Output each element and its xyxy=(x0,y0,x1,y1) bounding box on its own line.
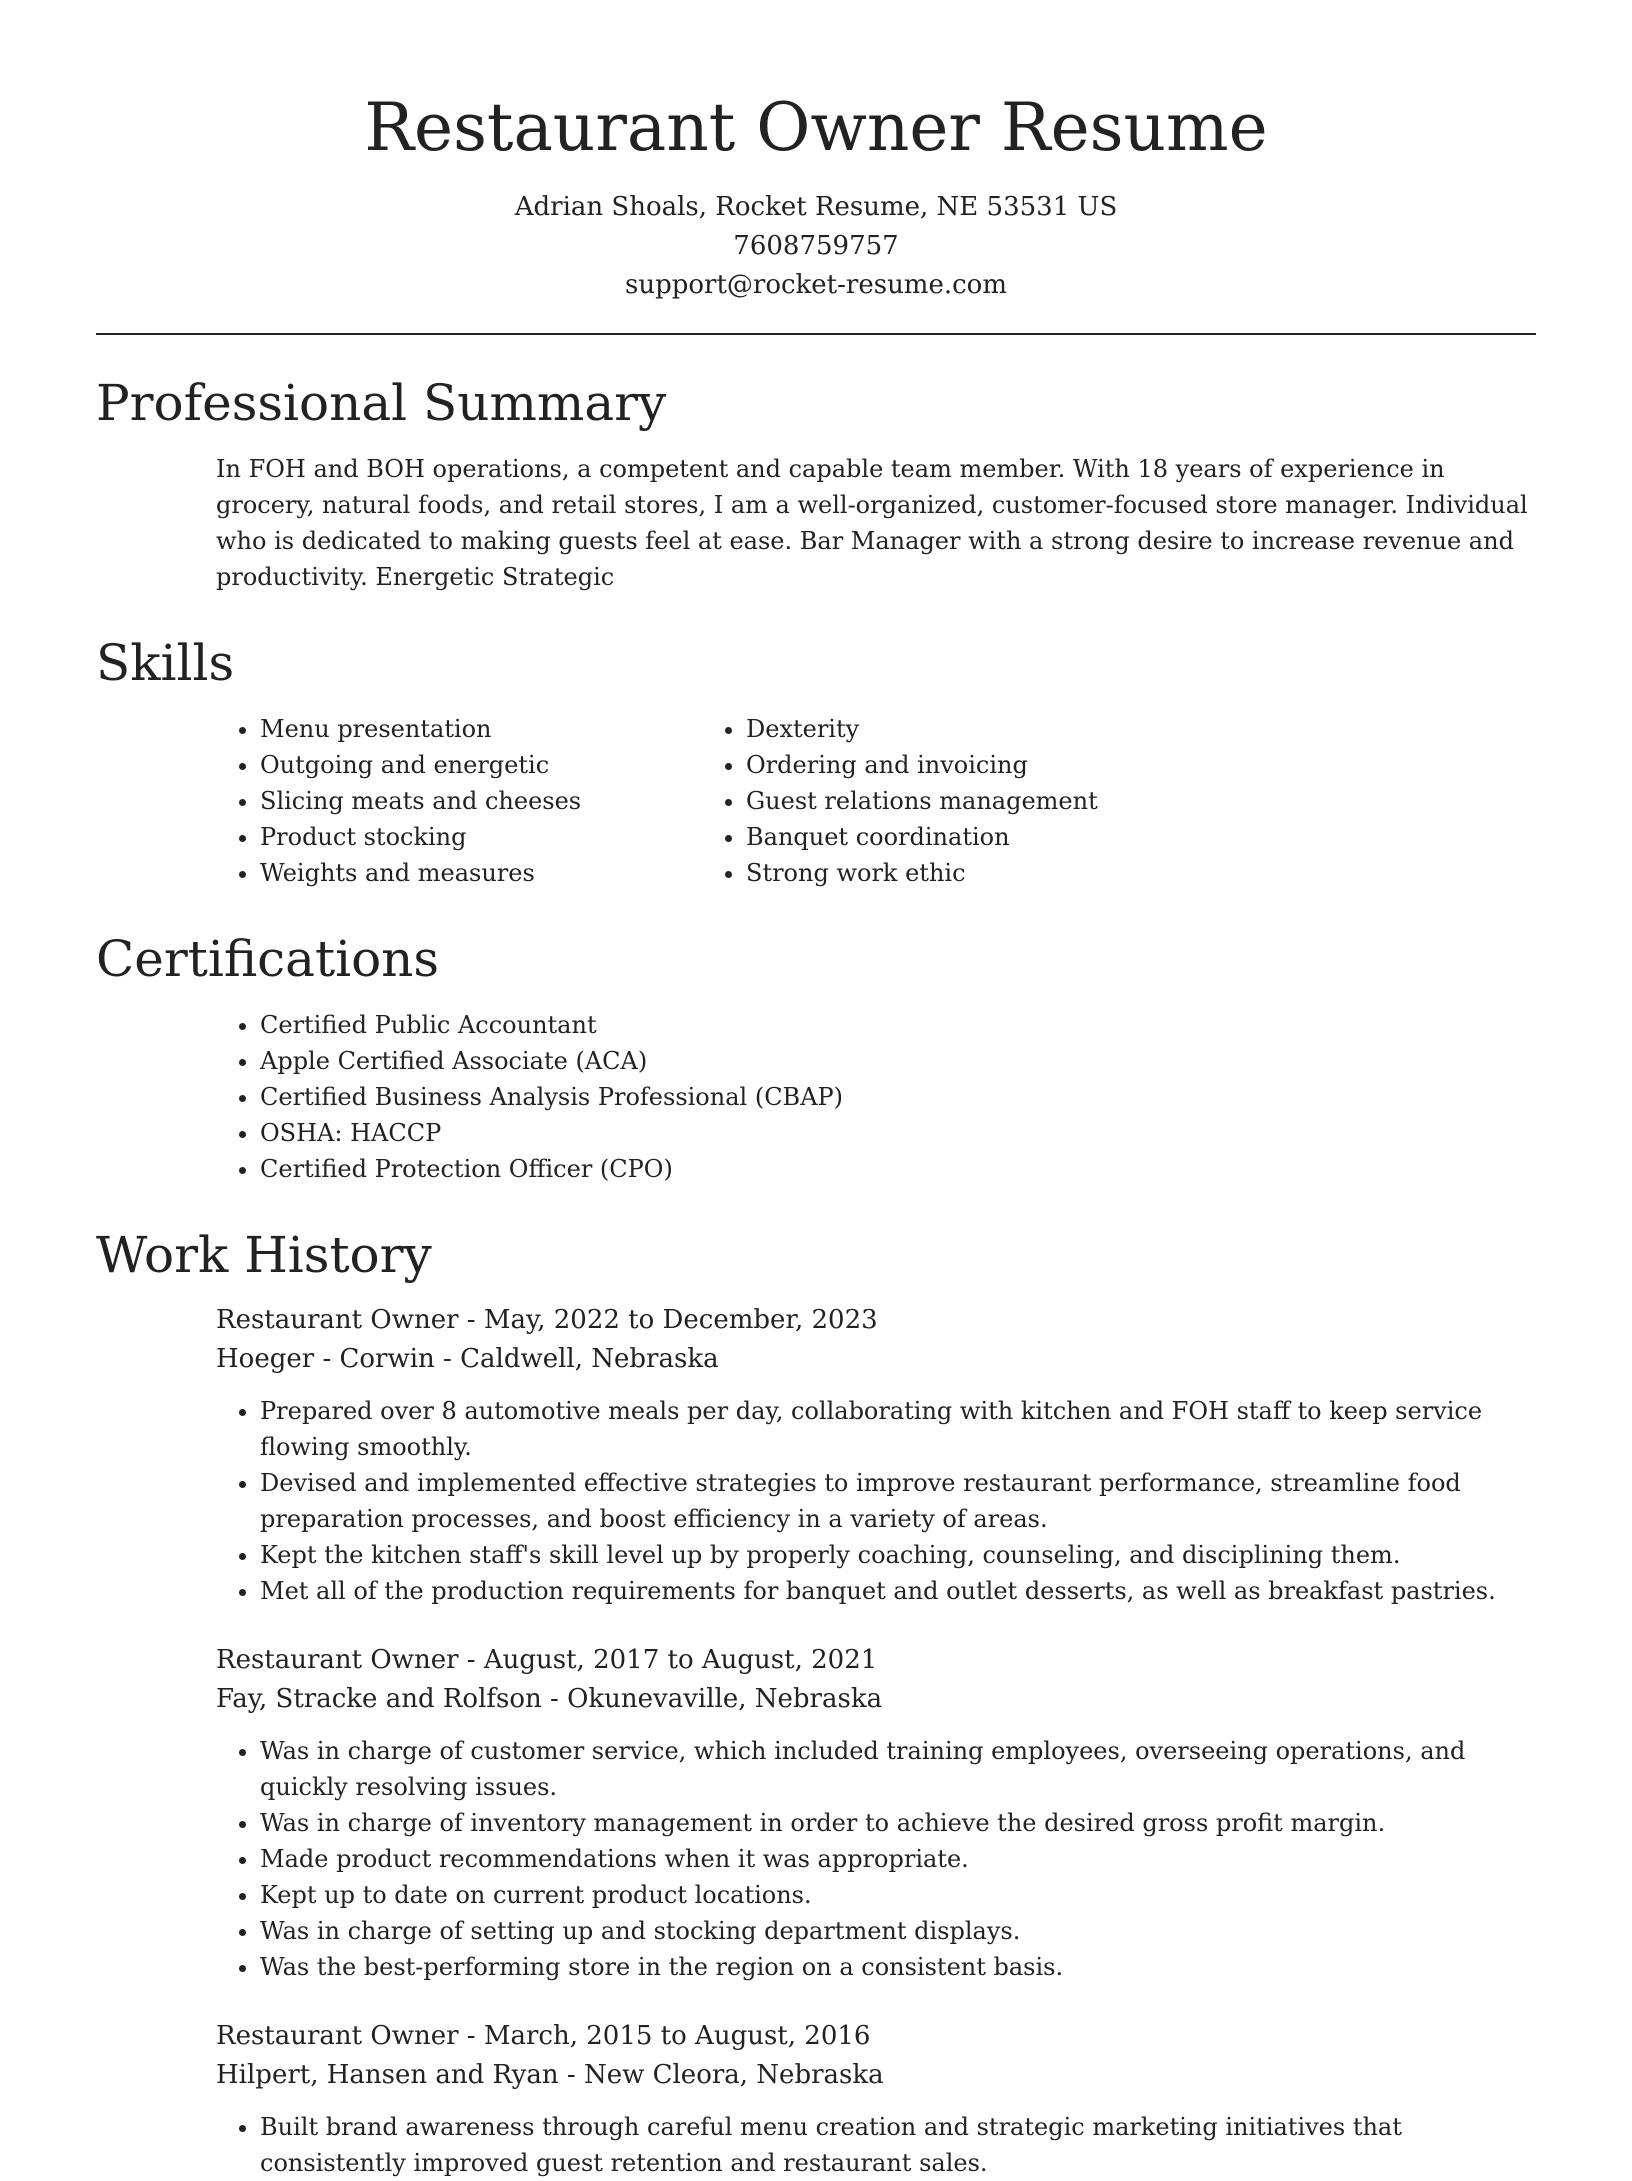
job-title-line: Restaurant Owner - May, 2022 to December, 2023 xyxy=(216,1305,878,1335)
skill-item: • Strong work ethic xyxy=(746,855,1396,891)
job-company: Fay, Stracke and Rolfson xyxy=(216,1684,542,1714)
resume-page xyxy=(96,0,1536,2177)
contact-phone: 7608759757 xyxy=(733,231,899,261)
job-bullet: • Kept the kitchen staff's skill level up by properly coaching, counseling, and disciplining them. xyxy=(260,1537,1536,1573)
job-entry xyxy=(216,1641,1536,1985)
job-bullet: • Was in charge of setting up and stocking department displays. xyxy=(260,1913,1536,1949)
skill-item: • Dexterity xyxy=(746,711,1396,747)
job-bullet: • Prepared over 8 automotive meals per day, collaborating with kitchen and FOH staff to keep service flowing smoothly. xyxy=(260,1393,1536,1465)
skills-column-2 xyxy=(746,711,1396,891)
job-location: Okunevaville, Nebraska xyxy=(567,1684,883,1714)
certification-item: • Certified Business Analysis Professional (CBAP) xyxy=(260,1079,1536,1115)
certification-item: • OSHA: HACCP xyxy=(260,1115,1536,1151)
job-bullets xyxy=(216,1733,1536,1985)
job-title: Restaurant Owner xyxy=(216,2021,459,2051)
skill-item: • Ordering and invoicing xyxy=(746,747,1396,783)
skill-item: • Guest relations management xyxy=(746,783,1396,819)
job-bullet: • Kept up to date on current product locations. xyxy=(260,1877,1536,1913)
work-history-heading: Work History xyxy=(96,1226,432,1284)
summary-heading: Professional Summary xyxy=(96,374,667,432)
job-title-line: Restaurant Owner - March, 2015 to August, 2016 xyxy=(216,2021,871,2051)
job-company: Hilpert, Hansen and Ryan xyxy=(216,2060,559,2090)
skills-heading: Skills xyxy=(96,634,235,692)
skill-item: • Outgoing and energetic xyxy=(260,747,746,783)
job-dates: May, 2022 to December, 2023 xyxy=(483,1305,878,1335)
header-divider xyxy=(96,333,1536,335)
job-company-line: Hilpert, Hansen and Ryan - New Cleora, Nebraska xyxy=(216,2060,884,2090)
summary-text: In FOH and BOH operations, a competent and capable team member. With 18 years of experience in grocery, natural foods, and retail stores, I am a well-organized, customer-focused store manager. Individual who is dedicated to making guests feel at ease. Bar Manager with a strong desire to increase revenue and productivity. Energetic Strategic xyxy=(216,455,1528,591)
contact-email: support@rocket-resume.com xyxy=(624,270,1007,300)
job-bullet: • Was in charge of inventory management in order to achieve the desired gross profit margin. xyxy=(260,1805,1536,1841)
job-location: New Cleora, Nebraska xyxy=(583,2060,884,2090)
job-bullet: • Made product recommendations when it was appropriate. xyxy=(260,1841,1536,1877)
job-title: Restaurant Owner xyxy=(216,1305,459,1335)
job-bullet: • Devised and implemented effective strategies to improve restaurant performance, streamline food preparation processes, and boost efficiency in a variety of areas. xyxy=(260,1465,1536,1537)
job-company-line: Fay, Stracke and Rolfson - Okunevaville, Nebraska xyxy=(216,1684,883,1714)
job-entry xyxy=(216,2017,1536,2181)
job-location: Caldwell, Nebraska xyxy=(460,1344,719,1374)
skill-item: • Product stocking xyxy=(260,819,746,855)
job-company: Hoeger - Corwin xyxy=(216,1344,435,1374)
job-bullet: • Met all of the production requirements for banquet and outlet desserts, as well as breakfast pastries. xyxy=(260,1573,1536,1609)
skill-item: • Banquet coordination xyxy=(746,819,1396,855)
job-bullet: • Built brand awareness through careful menu creation and strategic marketing initiatives that consistently improved guest retention and restaurant sales. xyxy=(260,2109,1536,2181)
job-title: Restaurant Owner xyxy=(216,1645,459,1675)
job-dates: March, 2015 to August, 2016 xyxy=(483,2021,871,2051)
job-company-line: Hoeger - Corwin - Caldwell, Nebraska xyxy=(216,1344,719,1374)
certification-item: • Certified Public Accountant xyxy=(260,1007,1536,1043)
skill-item: • Slicing meats and cheeses xyxy=(260,783,746,819)
certifications-list xyxy=(96,1007,1536,1187)
contact-block xyxy=(96,188,1536,305)
job-bullets xyxy=(216,2109,1536,2181)
skill-item: • Menu presentation xyxy=(260,711,746,747)
job-bullet: • Was in charge of customer service, which included training employees, overseeing operations, and quickly resolving issues. xyxy=(260,1733,1536,1805)
job-bullets xyxy=(216,1393,1536,1609)
job-bullet: • Was the best-performing store in the region on a consistent basis. xyxy=(260,1949,1536,1985)
skill-item: • Weights and measures xyxy=(260,855,746,891)
certification-item: • Certified Protection Officer (CPO) xyxy=(260,1151,1536,1187)
contact-address: Adrian Shoals, Rocket Resume, NE 53531 US xyxy=(514,192,1118,222)
skills-list xyxy=(96,711,1536,891)
resume-title: Restaurant Owner Resume xyxy=(364,89,1268,166)
job-entry xyxy=(216,1301,1536,1609)
job-title-line: Restaurant Owner - August, 2017 to August, 2021 xyxy=(216,1645,878,1675)
job-dates: August, 2017 to August, 2021 xyxy=(483,1645,878,1675)
skills-column-1 xyxy=(96,711,746,891)
certification-item: • Apple Certified Associate (ACA) xyxy=(260,1043,1536,1079)
certifications-heading: Certifications xyxy=(96,930,440,988)
